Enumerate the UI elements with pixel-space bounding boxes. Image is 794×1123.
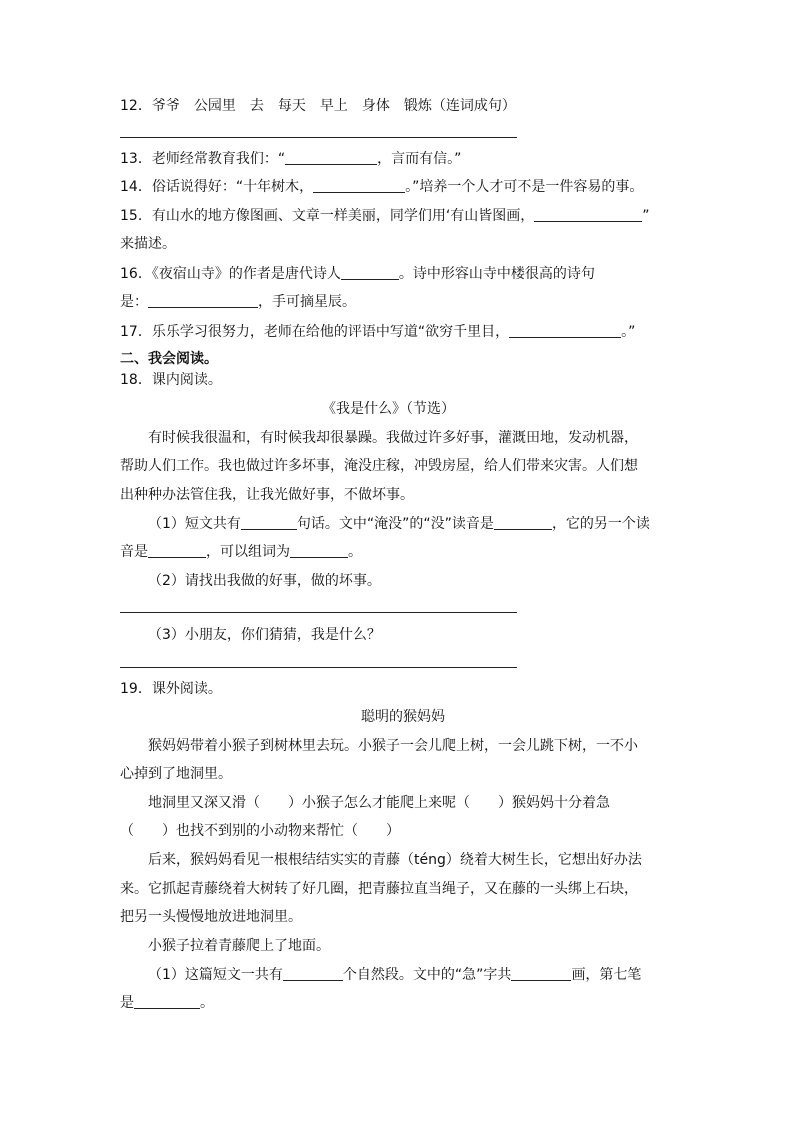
q18-passage-line: 帮助人们工作。我也做过许多坏事，淹没庄稼，冲毁房屋，给人们带来灾害。人们想 — [120, 458, 638, 474]
q18-sub1-blank-word[interactable] — [290, 543, 348, 558]
question-17 — [120, 322, 635, 342]
q15-line2: 来描述。 — [120, 236, 176, 252]
q19-sub1-line2-pre: 是 — [120, 995, 134, 1011]
q18-subquestion-3: （3）小朋友，你们猜猜，我是什么？ — [148, 627, 381, 643]
q16-blank-poet[interactable] — [341, 265, 399, 280]
q17-text-pre: 17．乐乐学习很努力，老师在给他的评语中写道“欲穷千里目， — [120, 324, 510, 340]
q19-sub1-pre: （1）这篇短文一共有 — [148, 967, 283, 983]
q16-line2 — [120, 292, 356, 312]
question-16 — [120, 264, 595, 284]
q19-passage-line: 后来，猴妈妈看见一根根结结实实的青藤（téng）绕着大树生长，它想出好办法 — [148, 852, 642, 868]
q16-line2-pre: 是： — [120, 294, 148, 310]
q19-sub1-blank-seventh-stroke[interactable] — [134, 994, 200, 1009]
question-18-label: 18．课内阅读。 — [120, 372, 222, 388]
q16-text-pre: 16．《夜宿山寺》的作者是唐代诗人 — [120, 266, 341, 282]
q19-passage-line: （ ）也找不到别的小动物来帮忙（ ） — [120, 823, 400, 839]
answer-line-18-3[interactable] — [120, 667, 517, 668]
question-19-label: 19．课外阅读。 — [120, 681, 222, 697]
q15-text-post: ” — [642, 208, 650, 224]
q18-subquestion-1 — [148, 514, 650, 534]
q13-text-pre: 13．老师经常教育我们：“ — [120, 151, 286, 167]
q13-blank[interactable] — [285, 150, 377, 165]
q19-passage-line: 心掉到了地洞里。 — [120, 766, 232, 782]
q19-passage-line: 小猴子拉着青藤爬上了地面。 — [148, 938, 330, 954]
q19-sub1-blank-paragraphs[interactable] — [283, 966, 343, 981]
q16-text-mid: 。诗中形容山寺中楼很高的诗句 — [398, 266, 595, 282]
q19-subquestion-1-line2 — [120, 993, 214, 1013]
q18-sub1-line2-mid: ，可以组词为 — [206, 544, 290, 560]
q18-sub1-mid1: 句话。文中“淹没”的“没”读音是 — [296, 516, 494, 532]
q18-sub1-pre: （1）短文共有 — [148, 516, 241, 532]
q19-passage-line: 把另一头慢慢地放进地洞里。 — [120, 909, 302, 925]
q19-passage-line: 地洞里又深又滑（ ）小猴子怎么才能爬上来呢（ ）猴妈妈十分着急 — [148, 795, 610, 811]
q18-passage-title: 《我是什么》（节选） — [322, 401, 455, 417]
q18-subquestion-1-line2 — [120, 542, 362, 562]
q19-passage-title: 聪明的猴妈妈 — [361, 709, 445, 725]
q19-subquestion-1 — [148, 965, 641, 985]
q13-text-post: ，言而有信。” — [377, 151, 462, 167]
q18-passage-line: 有时候我很温和，有时候我却很暴躁。我做过许多好事，灌溉田地，发动机器， — [148, 430, 638, 446]
q18-sub1-blank-other-reading[interactable] — [148, 543, 206, 558]
q14-blank[interactable] — [313, 178, 405, 193]
q14-text-pre: 14．俗话说得好：“十年树木， — [120, 179, 314, 195]
answer-line-12[interactable] — [120, 137, 517, 138]
q17-text-post: 。” — [621, 324, 636, 340]
q17-blank[interactable] — [509, 323, 621, 338]
q18-subquestion-2: （2）请找出我做的好事，做的坏事。 — [148, 573, 381, 589]
q16-blank-verse[interactable] — [148, 293, 258, 308]
q16-line2-post: ，手可摘星辰。 — [258, 294, 356, 310]
q19-passage-line: 猴妈妈带着小猴子到树林里去玩。小猴子一会儿爬上树，一会儿跳下树，一不小 — [148, 738, 638, 754]
question-14 — [120, 177, 643, 197]
q14-text-post: 。”培养一个人才可不是一件容易的事。 — [405, 179, 644, 195]
q15-text-pre: 15．有山水的地方像图画、文章一样美丽，同学们用‘有山皆图画， — [120, 208, 535, 224]
q19-sub1-line2-post: 。 — [200, 995, 214, 1011]
section-heading: 二、我会阅读。 — [120, 351, 218, 367]
question-12: 12．爷爷 公园里 去 每天 早上 身体 锻炼（连词成句） — [120, 98, 516, 114]
q19-sub1-blank-strokes[interactable] — [511, 966, 571, 981]
q19-passage-line: 来。它抓起青藤绕着大树转了好几圈，把青藤拉直当绳子，又在藤的一头绑上石块， — [120, 881, 638, 897]
q18-sub1-blank-count[interactable] — [241, 515, 297, 530]
q18-sub1-line2-post: 。 — [348, 544, 362, 560]
q18-passage-line: 出种种办法管住我，让我光做好事，不做坏事。 — [120, 487, 414, 503]
q19-sub1-mid1: 个自然段。文中的“急”字共 — [342, 967, 512, 983]
q19-sub1-mid2: 画，第七笔 — [571, 967, 642, 983]
q18-sub1-blank-pinyin[interactable] — [494, 515, 552, 530]
q15-blank[interactable] — [534, 207, 642, 222]
q18-sub1-mid2: ，它的另一个读 — [551, 516, 650, 532]
answer-line-18-2[interactable] — [120, 612, 517, 613]
q18-sub1-line2-pre: 音是 — [120, 544, 148, 560]
question-15 — [120, 206, 650, 226]
question-13 — [120, 149, 461, 169]
